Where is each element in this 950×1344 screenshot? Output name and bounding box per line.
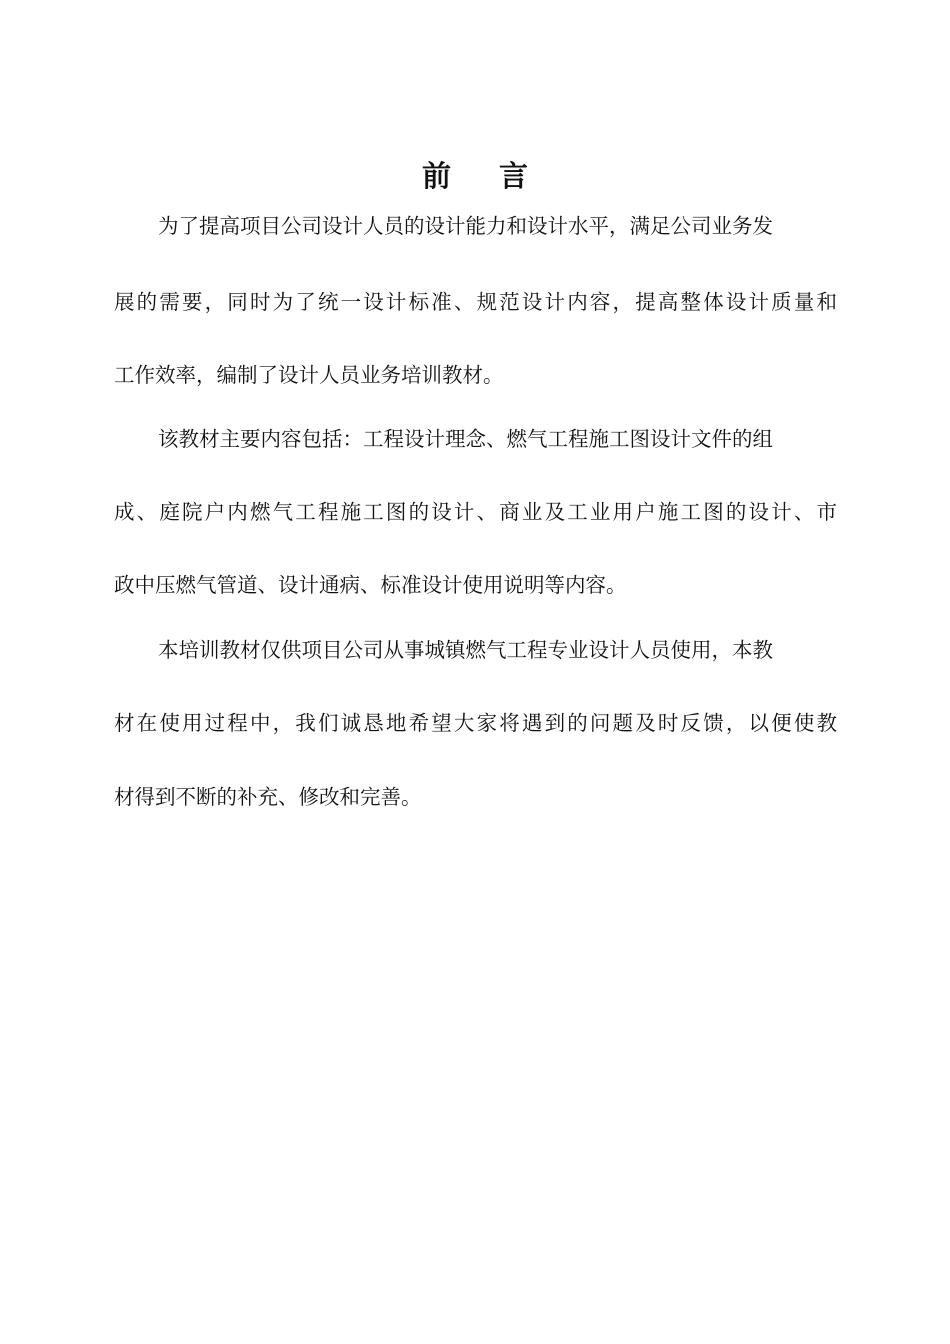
- page-title-char-1: 前: [421, 159, 451, 193]
- paragraph-line: 工作效率，编制了设计人员业务培训教材。: [114, 363, 504, 387]
- paragraph-3: [114, 632, 837, 669]
- paragraph-2-line-3: [114, 567, 837, 604]
- paragraph-line: 展的需要，同时为了统一设计标准、规范设计内容，提高整体设计质量和: [114, 290, 837, 314]
- paragraph-line: 本培训教材仅供项目公司从事城镇燃气工程专业设计人员使用，本教: [158, 638, 773, 662]
- paragraph-1: [114, 208, 837, 245]
- page-title-char-2: 言: [499, 159, 529, 193]
- paragraph-2-line-2: [114, 494, 837, 531]
- paragraph-1-line-3: [114, 357, 837, 394]
- paragraph-line: 材在使用过程中，我们诚恳地希望大家将遇到的问题及时反馈，以便使教: [114, 711, 837, 735]
- page-title: [0, 152, 950, 200]
- paragraph-line: 成、庭院户内燃气工程施工图的设计、商业及工业用户施工图的设计、市: [114, 500, 837, 524]
- paragraph-2: [114, 421, 837, 458]
- paragraph-line: 材得到不断的补充、修改和完善。: [114, 785, 422, 809]
- paragraph-3-line-3: [114, 779, 837, 816]
- paragraph-line: 政中压燃气管道、设计通病、标准设计使用说明等内容。: [114, 573, 627, 597]
- paragraph-line: 为了提高项目公司设计人员的设计能力和设计水平，满足公司业务发: [158, 214, 773, 238]
- paragraph-3-line-2: [114, 705, 837, 742]
- paragraph-line: 该教材主要内容包括：工程设计理念、燃气工程施工图设计文件的组: [158, 427, 773, 451]
- paragraph-1-line-2: [114, 284, 837, 321]
